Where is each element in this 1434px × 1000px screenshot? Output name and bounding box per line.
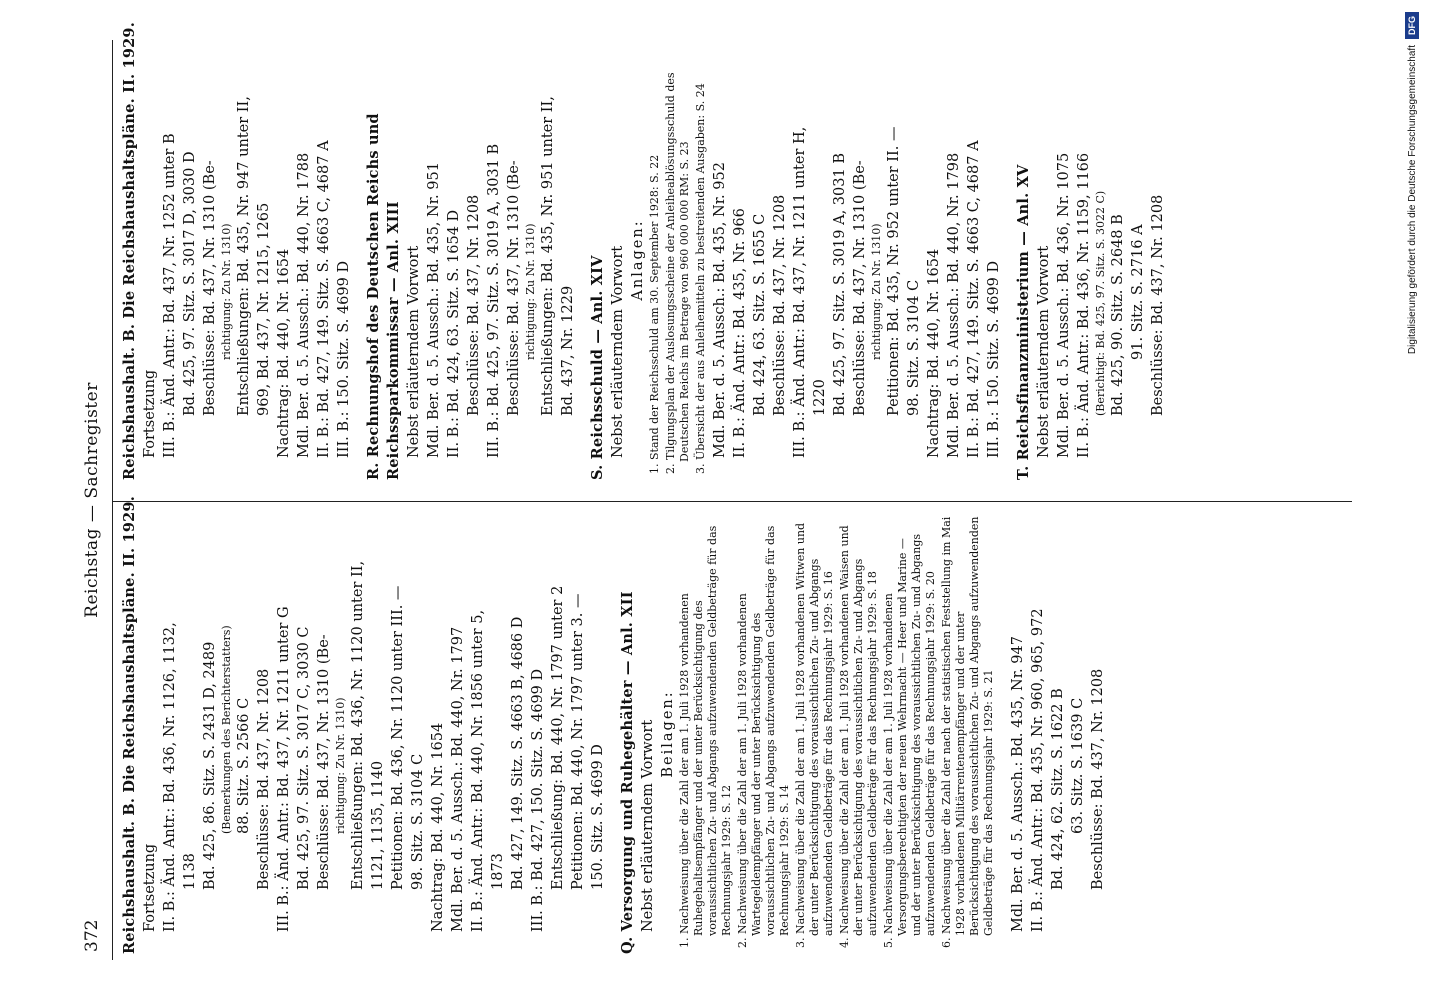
index-line: Fortsetzung bbox=[142, 369, 158, 458]
index-line: Entschließung: Bd. 440, Nr. 1797 unter 2 bbox=[550, 585, 566, 890]
index-line: richtigung: Zu Nr. 1310) bbox=[524, 223, 537, 360]
index-line: (Berichtigt: Bd. 425, 97. Sitz. S. 3022 C) bbox=[1094, 190, 1107, 416]
section-r-subheading: Nebst erläuterndem Vorwort bbox=[406, 245, 422, 458]
index-line: 150. Sitz. S. 4699 D bbox=[590, 744, 606, 890]
index-line: 63. Sitz. S. 1639 C bbox=[1070, 697, 1086, 834]
index-line: 1138 bbox=[182, 853, 198, 890]
index-line: II. B.: Bd. 427, 149. Sitz. S. 4663 C, 4687 A bbox=[316, 140, 332, 458]
index-line: II. B.: Änd. Antr.: Bd. 436, Nr. 1159, 1166 bbox=[1076, 152, 1092, 458]
section-q-items bbox=[678, 514, 996, 954]
index-line: Bd. 424, 62. Sitz. S. 1622 B bbox=[1050, 688, 1066, 890]
index-line: Mdl. Ber. d. 5. Aussch.: Bd. 435, Nr. 952 bbox=[712, 162, 728, 458]
index-line: Beschlüsse: Bd. 437, Nr. 1310 (Be- bbox=[852, 160, 868, 416]
section-q-subheading: Nebst erläuterndem Vorwort bbox=[640, 719, 656, 932]
index-line: 1220 bbox=[812, 379, 828, 416]
section-s-subheading: Nebst erläuterndem Vorwort bbox=[610, 245, 626, 458]
index-line: Mdl. Ber. d. 5. Aussch.: Bd. 440, Nr. 1797 bbox=[450, 626, 466, 932]
enclosure-item: 4. Nachweisung über die Zahl der am 1. Juli 1928 vorhandenen Waisen und der unter Berücksichtigung des voraussichtlichen Zu- und Abgangs aufzuwendenden Geldbeträge für das Rechnungsjahr 1929: S. 18 bbox=[838, 525, 879, 948]
index-line: Bd. 437, Nr. 1229 bbox=[560, 285, 576, 416]
index-line: richtigung: Zu Nr. 1310) bbox=[870, 223, 883, 360]
index-line: Mdl. Ber. d. 5. Aussch.: Bd. 435, Nr. 947 bbox=[1010, 636, 1026, 932]
index-line: Mdl. Ber. d. 5. Aussch.: Bd. 440, Nr. 1788 bbox=[296, 152, 312, 458]
index-line: Bd. 425, 97. Sitz. S. 3017 C, 3030 C bbox=[296, 626, 312, 890]
running-head: Reichstag — Sachregister bbox=[82, 382, 102, 618]
page-number: 372 bbox=[82, 919, 102, 952]
index-line: III. B.: Bd. 425, 97. Sitz. S. 3019 A, 3031 B bbox=[486, 143, 502, 458]
index-line: Bd. 425, 97. Sitz. S. 3019 A, 3031 B bbox=[832, 153, 848, 416]
section-s-items bbox=[648, 40, 708, 480]
index-line: 98. Sitz. S. 3104 C bbox=[906, 279, 922, 416]
left-entry-lines bbox=[120, 496, 608, 954]
index-line: Bd. 424, 63. Sitz. S. 1655 C bbox=[752, 213, 768, 416]
index-line: Beschlüsse: Bd. 437, Nr. 1310 (Be- bbox=[506, 160, 522, 416]
index-line: Bd. 425, 97. Sitz. S. 3017 D, 3030 D bbox=[182, 151, 198, 416]
section-q-beilagen: Beilagen: bbox=[660, 690, 676, 778]
section-q-heading: Q. Versorgung und Ruhegehälter — Anl. XII bbox=[619, 591, 636, 954]
digitization-note bbox=[1402, 12, 1424, 988]
index-line: 1121, 1135, 1140 bbox=[370, 760, 386, 890]
page-header bbox=[72, 0, 112, 1000]
index-line: Beschlüsse: Bd. 437, Nr. 1208 bbox=[1150, 194, 1166, 416]
section-s-anlagen: Anlagen: bbox=[630, 219, 646, 301]
enclosure-item: 1. Nachweisung über die Zahl der am 1. Juli 1928 vorhandenen Ruhegehaltsempfänger und der unter Berücksichtigung des voraussichtlichen Zu- und Abgangs aufzuwendenden Geldbeträge für das Rechnungsjahr 1929: S. 12 bbox=[678, 525, 733, 948]
index-line: Beschlüsse: Bd. 437, Nr. 1310 (Be- bbox=[202, 160, 218, 416]
index-line: Beschlüsse: Bd. 437, Nr. 1208 bbox=[256, 668, 272, 890]
index-line: II. B.: Änd. Antr.: Bd. 436, Nr. 1126, 1132, bbox=[162, 622, 178, 932]
index-line: Nachtrag: Bd. 440, Nr. 1654 bbox=[276, 248, 292, 458]
column-rule bbox=[112, 501, 1352, 502]
index-line: II. B.: Bd. 427, 149. Sitz. S. 4663 C, 4687 A bbox=[966, 140, 982, 458]
index-line: Mdl. Ber. d. 5. Aussch.: Bd. 436, Nr. 1075 bbox=[1056, 152, 1072, 458]
index-line: III. B.: Änd. Antr.: Bd. 437, Nr. 1211 unter H, bbox=[792, 126, 808, 458]
index-line: Beschlüsse: Bd. 437, Nr. 1208 bbox=[1090, 668, 1106, 890]
index-line: Petitionen: Bd. 435, Nr. 952 unter II. — bbox=[886, 126, 902, 416]
right-column bbox=[120, 22, 1168, 480]
index-line: III. B.: 150. Sitz. S. 4699 D bbox=[986, 260, 1002, 458]
enclosure-item: 6. Nachweisung über die Zahl der nach der statistischen Feststellung im Mai 1928 vorhandenen Militärrentenempfänger und der unter Berücksichtigung des voraussichtlichen Zu- und Abgangs aufzuwendenden Geldbeträge für das Rechnungsjahr 1929: S. 21 bbox=[940, 516, 995, 948]
index-line: III. B.: Änd. Antr.: Bd. 437, Nr. 1211 unter G bbox=[276, 606, 292, 932]
header-rule bbox=[112, 40, 113, 960]
index-line: III. B.: 150. Sitz. S. 4699 D bbox=[336, 260, 352, 458]
enclosure-item: 3. Übersicht der aus Anleihemitteln zu bestreitenden Ausgaben: S. 24 bbox=[694, 83, 707, 474]
index-line: II. B.: Änd. Antr.: Bd. 435, Nr. 966 bbox=[732, 208, 748, 458]
index-line: Petitionen: Bd. 440, Nr. 1797 unter 3. — bbox=[570, 593, 586, 890]
enclosure-item: 3. Nachweisung über die Zahl der am 1. Juli 1928 vorhandenen Witwen und der unter Berücksichtigung des voraussichtlichen Zu- und Abgangs aufzuwendenden Geldbeträge für das Rechnungsjahr 1929: S. 16 bbox=[794, 522, 835, 948]
index-line: Beschlüsse: Bd. 437, Nr. 1208 bbox=[772, 194, 788, 416]
index-line: Bd. 425, 90. Sitz. S. 2648 B bbox=[1110, 214, 1126, 416]
index-line: Fortsetzung bbox=[142, 843, 158, 932]
section-s-heading: S. Reichsschuld — Anl. XIV bbox=[589, 255, 606, 480]
index-line: III. B.: Änd. Antr.: Bd. 437, Nr. 1252 unter B bbox=[162, 133, 178, 458]
section-t-heading: T. Reichsfinanzministerium — Anl. XV bbox=[1015, 164, 1032, 480]
index-line: Bd. 427, 149. Sitz. S. 4663 B, 4686 D bbox=[510, 616, 526, 890]
index-line: Entschließungen: Bd. 436, Nr. 1120 unter II, bbox=[350, 560, 366, 890]
index-line: Bd. 425, 86. Sitz. S. 2431 D, 2489 bbox=[202, 641, 218, 890]
rotated-page bbox=[72, 0, 1392, 1000]
enclosure-item: 1. Stand der Reichsschuld am 30. September 1928: S. 22 bbox=[648, 154, 661, 474]
index-line: Nachtrag: Bd. 440, Nr. 1654 bbox=[430, 722, 446, 932]
section-r-lines bbox=[424, 40, 578, 480]
index-line: II. B.: Änd. Antr.: Bd. 435, Nr. 960, 965, 972 bbox=[1030, 608, 1046, 932]
index-line: II. B.: Änd. Antr.: Bd. 440, Nr. 1856 unter 5, bbox=[470, 609, 486, 932]
enclosure-item: 5. Nachweisung über die Zahl der am 1. Juli 1928 vorhandenen Versorgungsberechtigten der neuen Wehrmacht — Heer und Marine — und der unter Berücksichtigung des voraussichtlichen Zu- und Abgangs aufzuwendenden Geldbeträge für das Rechnungsjahr 1929: S. 20 bbox=[882, 533, 937, 948]
index-line: Mdl. Ber. d. 5. Aussch.: Bd. 435, Nr. 951 bbox=[426, 162, 442, 458]
digitization-text: Digitalisierung gefördert durch die Deutsche Forschungsgemeinschaft bbox=[1407, 45, 1418, 355]
index-line: Reichshaushalt. B. Die Reichshaushaltspläne. II. 1929. bbox=[121, 22, 138, 480]
index-line: Beschlüsse: Bd. 437, Nr. 1208 bbox=[466, 194, 482, 416]
section-q-lines bbox=[1008, 514, 1108, 954]
enclosure-item: 2. Tilgungsplan der Auslosungsscheine der Anleiheablösungsschuld des Deutschen Reichs im Betrage von 960 000 000 RM: S. 23 bbox=[664, 72, 691, 474]
section-r-heading: R. Rechnungshof des Deutschen Reichs und Reichssparkommissar — Anl. XIII bbox=[365, 113, 402, 480]
index-line: (Bemerkungen des Berichterstatters) bbox=[220, 625, 233, 834]
section-s-lines bbox=[710, 40, 1004, 480]
right-entry-lines bbox=[120, 22, 354, 480]
index-line: 1873 bbox=[490, 853, 506, 890]
index-line: Reichshaushalt. B. Die Reichshaushaltspläne. II. 1929. bbox=[121, 496, 138, 954]
index-line: III. B.: Bd. 427, 150. Sitz. S. 4699 D bbox=[530, 668, 546, 932]
section-t-subheading: Nebst erläuterndem Vorwort bbox=[1036, 245, 1052, 458]
dfg-logo: DFG bbox=[1405, 12, 1419, 39]
index-line: 91. Sitz. S. 2716 A bbox=[1130, 224, 1146, 360]
index-line: Petitionen: Bd. 436, Nr. 1120 unter III. — bbox=[390, 585, 406, 890]
index-line: 88. Sitz. S. 2566 C bbox=[236, 697, 252, 834]
index-line: 98. Sitz. S. 3104 C bbox=[410, 753, 426, 890]
index-line: richtigung: Zu Nr. 1310) bbox=[220, 223, 233, 360]
index-line: Beschlüsse: Bd. 437, Nr. 1310 (Be- bbox=[316, 634, 332, 890]
index-line: richtigung: Zu Nr. 1310) bbox=[334, 697, 347, 834]
left-column bbox=[120, 496, 1108, 954]
index-line: Entschließungen: Bd. 435, Nr. 947 unter II, bbox=[236, 96, 252, 416]
index-line: Mdl. Ber. d. 5. Aussch.: Bd. 440, Nr. 1798 bbox=[946, 152, 962, 458]
index-line: Entschließungen: Bd. 435, Nr. 951 unter II, bbox=[540, 96, 556, 416]
index-line: II. B.: Bd. 424, 63. Sitz. S. 1654 D bbox=[446, 209, 462, 458]
section-t-lines bbox=[1054, 40, 1168, 480]
index-line: 969, Bd. 437, Nr. 1215, 1265 bbox=[256, 202, 272, 416]
enclosure-item: 2. Nachweisung über die Zahl der am 1. Juli 1928 vorhandenen Wartegeldempfänger und der unter Berücksichtigung des voraussichtlichen Zu- und Abgangs aufzuwendenden Geldbeträge für das Rechnungsjahr 1929: S. 14 bbox=[736, 525, 791, 948]
index-line: Nachtrag: Bd. 440, Nr. 1654 bbox=[926, 248, 942, 458]
